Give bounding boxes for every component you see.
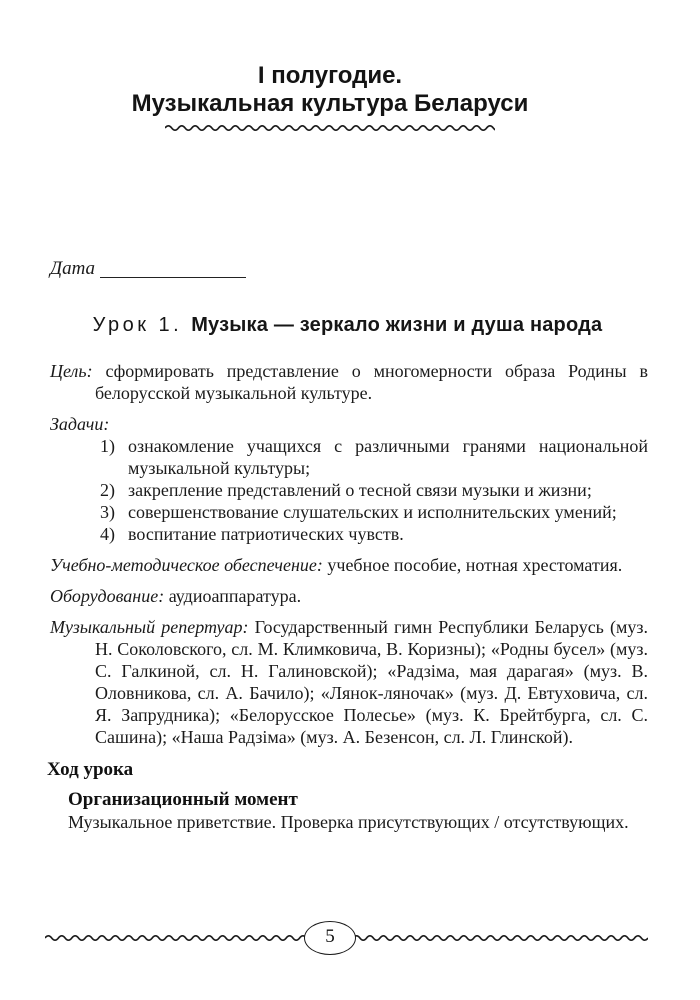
page-number: 5 [325,926,335,947]
date-row [50,258,246,280]
task-number: 3) [100,502,115,522]
date-label: Дата [50,258,96,279]
task-item [47,501,648,523]
lesson-flow-heading: Ход урока [47,759,134,780]
goal-label: Цель: [50,361,93,381]
lesson-heading [47,314,648,337]
tasks-list [47,435,648,545]
page-footer [0,921,700,957]
task-number: 4) [100,524,115,544]
equipment-label: Оборудование: [50,586,165,606]
chapter-title-line1: I полугодие. [257,62,403,89]
task-text: закрепление представлений о тесной связи музыки и жизни; [128,480,592,500]
goal-paragraph [47,360,648,404]
goal-text: сформировать представление о многомерности образа Родины в белорусской музыкальной культуре. [95,361,649,403]
tasks-label: Задачи: [50,414,110,434]
task-text: совершенствование слушательских и исполнительских умений; [128,502,617,522]
lesson-title: Музыка — зеркало жизни и душа народа [191,314,603,336]
repertoire-paragraph [47,616,648,748]
repertoire-text: Государственный гимн Республики Беларусь (муз. Н. Соколовского, сл. М. Климковича, В. Коризны); «Родны бусел» (муз. С. Галкиной, сл. Н. Галиновской); «Радзіма, мая дарагая» (муз. В. Оловникова, сл. А. Бачило); «Лянок-ляночак» (муз. Д. Евтуховича, сл. Я. Запрудника); «Белорусское Полесье» (муз. К. Брейтбурга, сл. С. Сашина); «Наша Радзіма» (муз. А. Безенсон, сл. Л. Глинской). [95,617,649,747]
task-text: ознакомление учащихся с различными гранями национальной музыкальной культуры; [128,436,648,478]
stage-text: Музыкальное приветствие. Проверка присутствующих / отсутствующих. [68,812,629,832]
title-wavy-underline [165,123,495,133]
chapter-title-line2: Музыкальная культура Беларуси [131,90,529,117]
equipment-paragraph [47,585,648,607]
task-text: воспитание патриотических чувств. [128,524,404,544]
methodical-text: учебное пособие, нотная хрестоматия. [327,555,623,575]
methodical-label: Учебно-методическое обеспечение: [50,555,323,575]
lesson-plan-body [47,360,648,833]
equipment-text: аудиоаппаратура. [168,586,302,606]
stage-heading: Организационный момент [68,789,298,810]
task-item [47,435,648,479]
methodical-paragraph [47,554,648,576]
lesson-number: Урок 1. [92,314,183,336]
chapter-header [0,62,660,133]
date-blank-line [100,259,246,278]
repertoire-label: Музыкальный репертуар: [50,617,249,637]
task-number: 2) [100,480,115,500]
task-item [47,479,648,501]
task-number: 1) [100,436,115,456]
task-item [47,523,648,545]
page-number-badge [304,921,356,955]
